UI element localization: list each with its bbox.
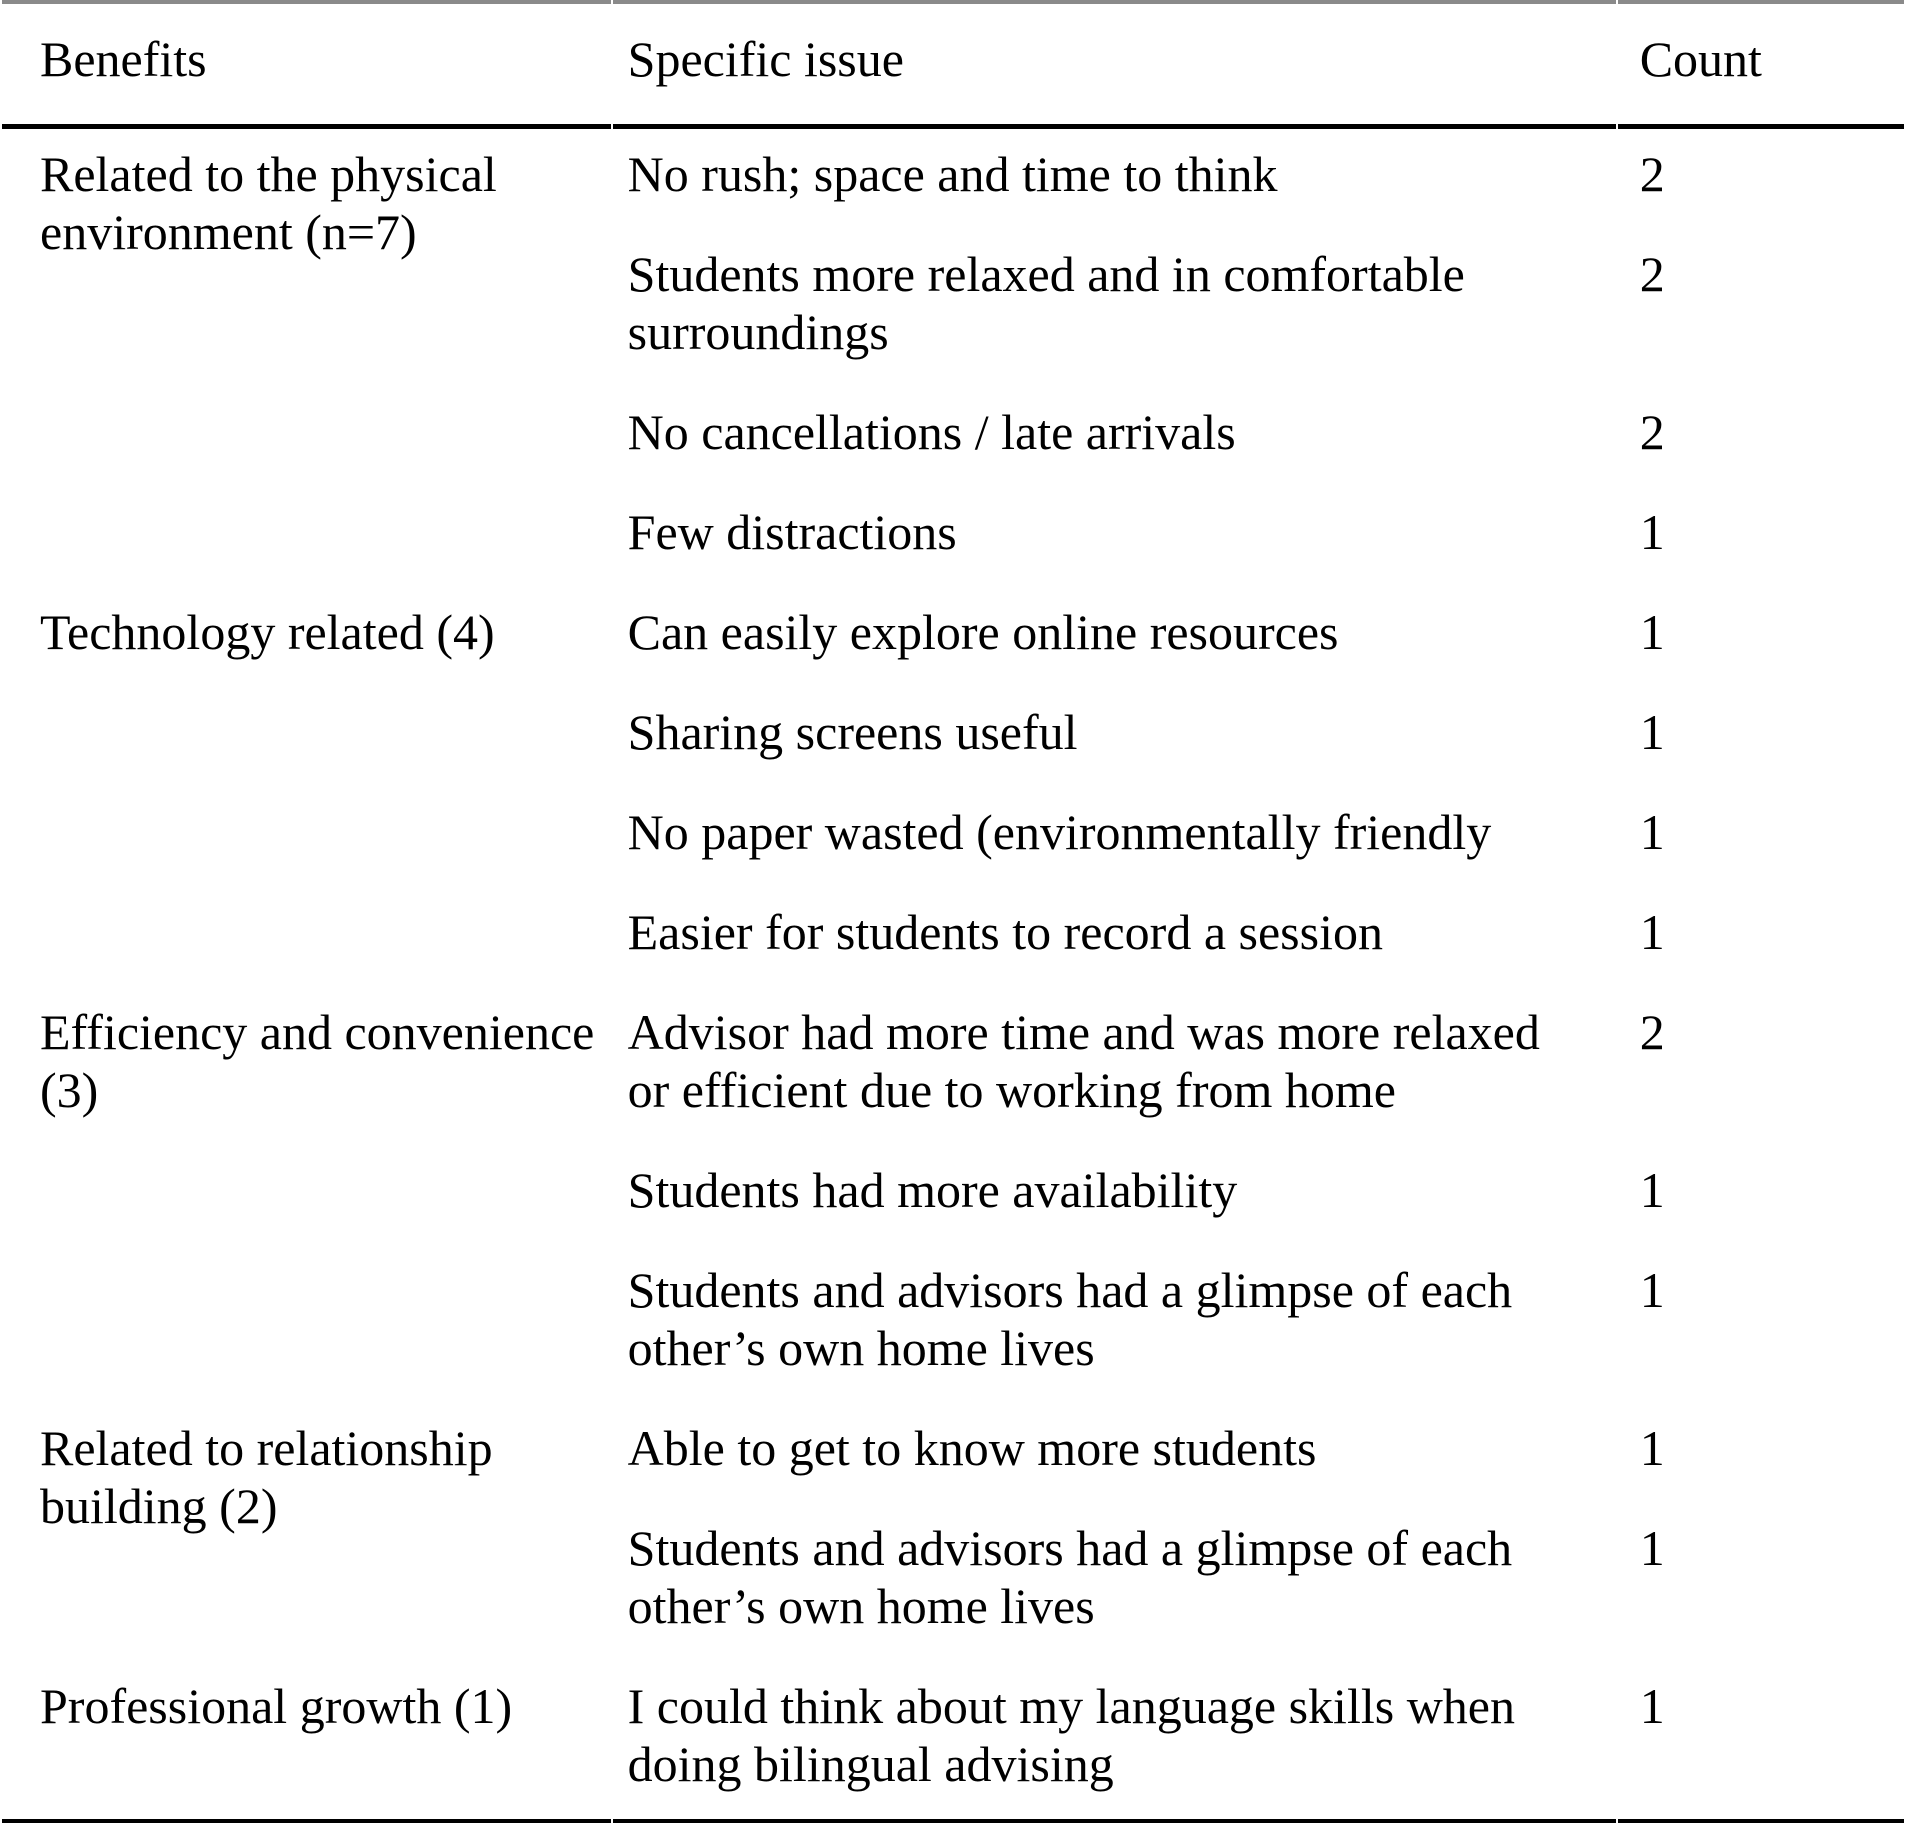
issue-cell: No paper wasted (environmentally friendly bbox=[627, 804, 1492, 860]
issue-cell: Able to get to know more students bbox=[627, 1420, 1317, 1476]
issue-cell: No rush; space and time to think bbox=[627, 146, 1278, 202]
table-row bbox=[2, 1419, 1904, 1519]
issue-cell: Advisor had more time and was more relaxed or efficient due to working from home bbox=[627, 1004, 1540, 1118]
count-cell: 1 bbox=[1639, 904, 1665, 960]
benefit-cell: Related to relationship building (2) bbox=[40, 1420, 493, 1534]
issue-cell: I could think about my language skills when doing bilingual advising bbox=[613, 1677, 1616, 1823]
count-cell: 1 bbox=[1639, 1520, 1665, 1576]
issue-cell: No cancellations / late arrivals bbox=[627, 404, 1236, 460]
count-cell: 2 bbox=[1639, 404, 1665, 460]
table-row bbox=[2, 1677, 1904, 1823]
column-header-benefits: Benefits bbox=[2, 0, 611, 129]
count-cell: 1 bbox=[1639, 1162, 1665, 1218]
column-header-count: Count bbox=[1618, 0, 1904, 129]
table-row bbox=[2, 1003, 1904, 1161]
table-row bbox=[2, 603, 1904, 703]
count-cell: 1 bbox=[1639, 1420, 1665, 1476]
benefit-cell: Technology related (4) bbox=[40, 604, 495, 660]
table-body bbox=[2, 129, 1904, 1823]
issue-cell: Students had more availability bbox=[627, 1162, 1238, 1218]
issue-cell: Few distractions bbox=[627, 504, 957, 560]
benefit-cell: Related to the physical environment (n=7) bbox=[40, 146, 497, 260]
table-row bbox=[2, 129, 1904, 245]
count-cell: 1 bbox=[1639, 1262, 1665, 1318]
issue-cell: Students and advisors had a glimpse of each other’s own home lives bbox=[627, 1262, 1513, 1376]
header-row bbox=[2, 0, 1904, 129]
count-cell: 1 bbox=[1639, 504, 1665, 560]
benefit-cell: Efficiency and convenience (3) bbox=[40, 1004, 595, 1118]
count-cell: 1 bbox=[1639, 704, 1665, 760]
issue-cell: Students and advisors had a glimpse of each other’s own home lives bbox=[627, 1520, 1513, 1634]
issue-cell: Can easily explore online resources bbox=[627, 604, 1339, 660]
issue-cell: Sharing screens useful bbox=[627, 704, 1078, 760]
benefit-cell: Professional growth (1) bbox=[2, 1677, 611, 1823]
count-cell: 2 bbox=[1639, 246, 1665, 302]
issue-cell: Students more relaxed and in comfortable surroundings bbox=[627, 246, 1465, 360]
count-cell: 2 bbox=[1639, 146, 1665, 202]
count-cell: 1 bbox=[1639, 804, 1665, 860]
count-cell: 1 bbox=[1639, 604, 1665, 660]
table-header bbox=[2, 0, 1904, 129]
count-cell: 2 bbox=[1639, 1004, 1665, 1060]
issue-cell: Easier for students to record a session bbox=[627, 904, 1383, 960]
count-cell: 1 bbox=[1618, 1677, 1904, 1823]
column-header-specific-issue: Specific issue bbox=[613, 0, 1616, 129]
